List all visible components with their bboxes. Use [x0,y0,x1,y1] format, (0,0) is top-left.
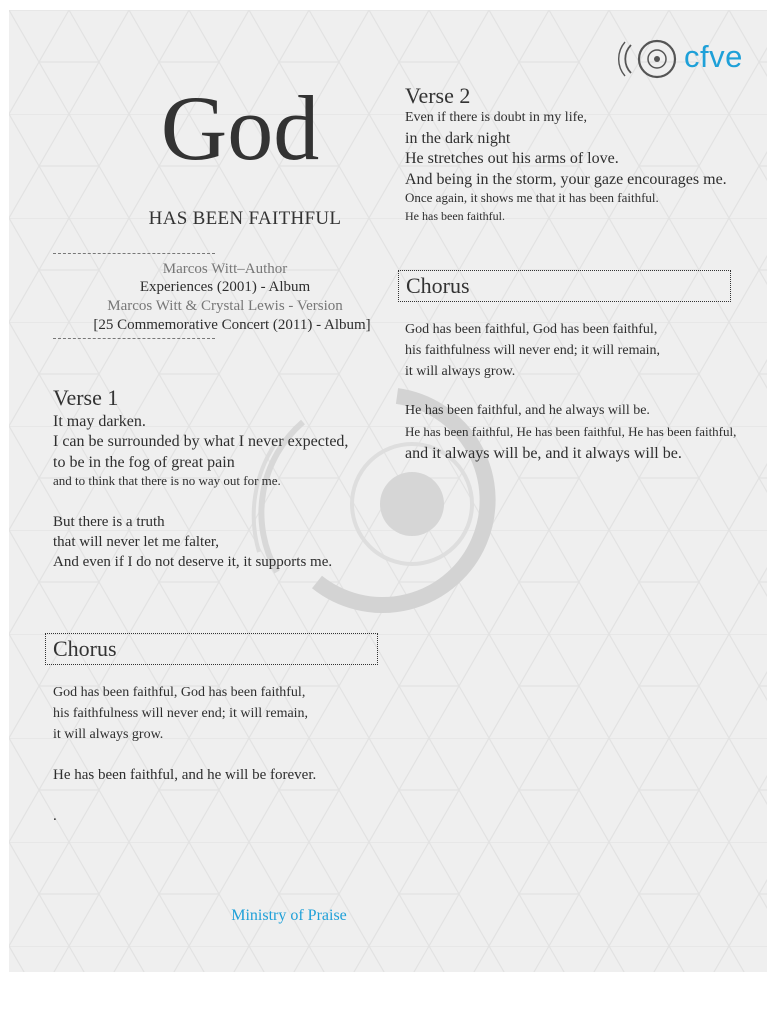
chorus2-line: his faithfulness will never end; it will remain, [405,343,661,358]
verse2-line: He has been faithful. [405,209,505,223]
verse1-line: It may darken. [53,413,146,430]
credit-album: Experiences (2001) - Album [139,279,311,295]
verse1-line: that will never let me falter, [53,534,219,550]
verse1-line: and to think that there is no way out for me. [53,473,281,488]
document-page [9,10,767,972]
verse1-heading: Verse 1 [53,385,119,410]
cd-disc-icon [617,33,677,83]
credit-version: Marcos Witt & Crystal Lewis - Version [107,298,343,314]
divider-bottom [53,338,215,339]
chorus1-line: his faithfulness will never end; it will remain, [53,706,309,721]
brand-name: cfve [684,39,743,74]
verse2-line: And being in the storm, your gaze encourages me. [405,171,727,188]
chorus2-heading: Chorus [398,270,731,302]
chorus1-line: He has been faithful, and he will be forever. [53,767,317,783]
verse2-line: Even if there is doubt in my life, [405,110,587,125]
chorus1-heading: Chorus [45,633,378,665]
song-subtitle: HAS BEEN FAITHFUL [148,208,342,229]
chorus2-line: it will always grow. [405,364,516,379]
chorus2-line: He has been faithful, He has been faithful, He has been faithful, [405,424,737,439]
verse2-line: He stretches out his arms of love. [405,150,619,167]
verse2-heading: Verse 2 [405,83,471,108]
verse2-line: in the dark night [405,130,511,147]
credit-author: Marcos Witt–Author [162,261,288,277]
verse1-line: to be in the fog of great pain [53,454,235,471]
song-title: God [160,77,320,179]
chorus1-line: it will always grow. [53,727,164,742]
verse1-line: And even if I do not deserve it, it supports me. [53,554,333,570]
verse1-line: But there is a truth [53,514,165,530]
chorus2-line: God has been faithful, God has been faithful, [405,322,658,337]
divider-top [53,253,215,254]
verse2-line: Once again, it shows me that it has been faithful. [405,190,659,205]
brand-logo [617,33,747,83]
chorus2-line: and it always will be, and it always will be. [405,445,682,462]
chorus1-line: . [53,808,57,824]
chorus1-line: God has been faithful, God has been faithful, [53,685,306,700]
credit-concert: [25 Commemorative Concert (2011) - Album] [93,317,371,333]
footer-ministry: Ministry of Praise [231,907,347,924]
verse1-line: I can be surrounded by what I never expected, [53,433,349,450]
chorus2-line: He has been faithful, and he always will be. [405,403,650,418]
